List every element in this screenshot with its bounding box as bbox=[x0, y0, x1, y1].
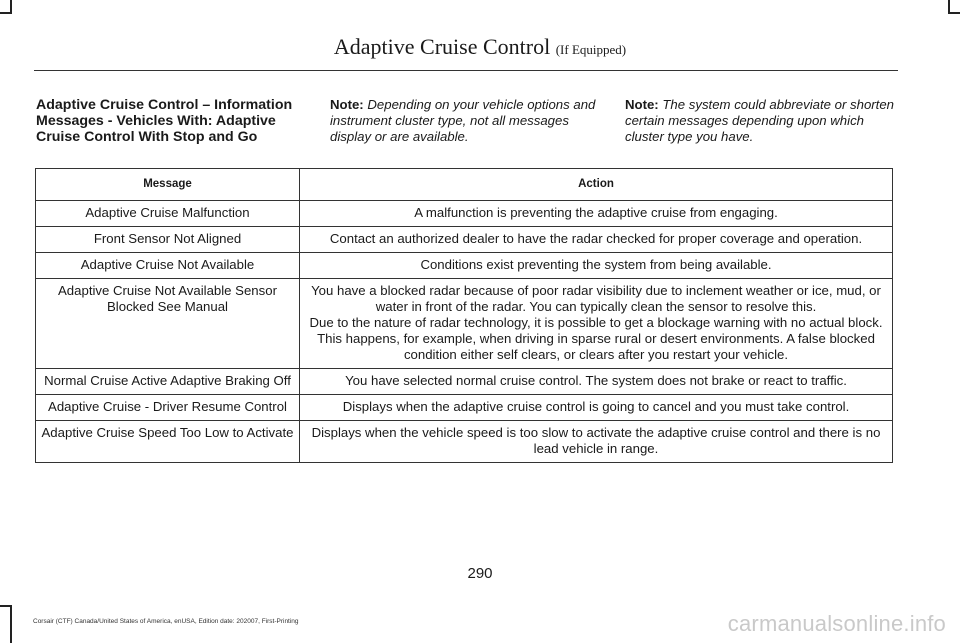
action-cell bbox=[300, 253, 893, 279]
note-1 bbox=[330, 97, 602, 145]
table-row bbox=[36, 421, 893, 463]
table-header-row bbox=[36, 169, 893, 201]
page-title-main: Adaptive Cruise Control bbox=[333, 34, 551, 59]
note-label: Note: bbox=[330, 97, 364, 112]
table-row bbox=[36, 227, 893, 253]
crop-mark bbox=[948, 12, 960, 14]
page-number: 290 bbox=[467, 565, 493, 582]
action-cell bbox=[300, 201, 893, 227]
message-cell: Adaptive Cruise Not Available Sensor Blocked See Manual bbox=[36, 279, 300, 369]
page-title-subtitle: (If Equipped) bbox=[555, 42, 627, 57]
action-cell bbox=[300, 279, 893, 369]
message-cell: Adaptive Cruise Speed Too Low to Activate bbox=[36, 421, 300, 463]
action-text: You have selected normal cruise control. The system does not brake or react to traffic. bbox=[345, 373, 847, 388]
table-row bbox=[36, 201, 893, 227]
action-text: Contact an authorized dealer to have the radar checked for proper coverage and operation. bbox=[329, 231, 863, 246]
action-text: Due to the nature of radar technology, it is possible to get a blockage warning with no actual block. This happens, for example, when driving in sparse rural or desert environments. A false blocked condition either self clears, or clears after you restart your vehicle. bbox=[309, 315, 883, 362]
note-text: The system could abbreviate or shorten certain messages depending upon which cluster type you have. bbox=[625, 97, 895, 144]
action-cell bbox=[300, 395, 893, 421]
action-text: Displays when the vehicle speed is too slow to activate the adaptive cruise control and there is no lead vehicle in range. bbox=[311, 425, 881, 456]
action-text: You have a blocked radar because of poor radar visibility due to inclement weather or ice, mud, or water in front of the radar. You can typically clean the sensor to resolve this. bbox=[311, 283, 881, 314]
crop-mark bbox=[10, 605, 12, 643]
crop-mark bbox=[0, 605, 12, 607]
header-divider bbox=[34, 70, 898, 71]
table-row bbox=[36, 253, 893, 279]
action-cell bbox=[300, 227, 893, 253]
table-row bbox=[36, 369, 893, 395]
message-cell: Adaptive Cruise Not Available bbox=[36, 253, 300, 279]
table-row bbox=[36, 279, 893, 369]
message-cell: Adaptive Cruise - Driver Resume Control bbox=[36, 395, 300, 421]
page-title bbox=[0, 34, 960, 60]
note-label: Note: bbox=[625, 97, 659, 112]
section-heading: Adaptive Cruise Control – Information Messages - Vehicles With: Adaptive Cruise Control With Stop and Go bbox=[36, 97, 293, 145]
message-cell: Adaptive Cruise Malfunction bbox=[36, 201, 300, 227]
footer-edition-info: Corsair (CTF) Canada/United States of America, enUSA, Edition date: 202007, First-Printing bbox=[33, 618, 299, 625]
column-header-message: Message bbox=[36, 169, 300, 201]
table-row bbox=[36, 395, 893, 421]
message-cell: Normal Cruise Active Adaptive Braking Off bbox=[36, 369, 300, 395]
action-text: Conditions exist preventing the system from being available. bbox=[420, 257, 772, 272]
action-cell bbox=[300, 369, 893, 395]
messages-table bbox=[35, 168, 893, 463]
watermark: carmanualsonline.info bbox=[727, 611, 946, 636]
action-text: A malfunction is preventing the adaptive cruise from engaging. bbox=[414, 205, 778, 220]
action-cell bbox=[300, 421, 893, 463]
note-text: Depending on your vehicle options and instrument cluster type, not all messages display or are available. bbox=[330, 97, 596, 144]
message-cell: Front Sensor Not Aligned bbox=[36, 227, 300, 253]
column-header-action: Action bbox=[300, 169, 893, 201]
note-2 bbox=[625, 97, 897, 145]
crop-mark bbox=[0, 12, 12, 14]
action-text: Displays when the adaptive cruise control is going to cancel and you must take control. bbox=[342, 399, 850, 414]
